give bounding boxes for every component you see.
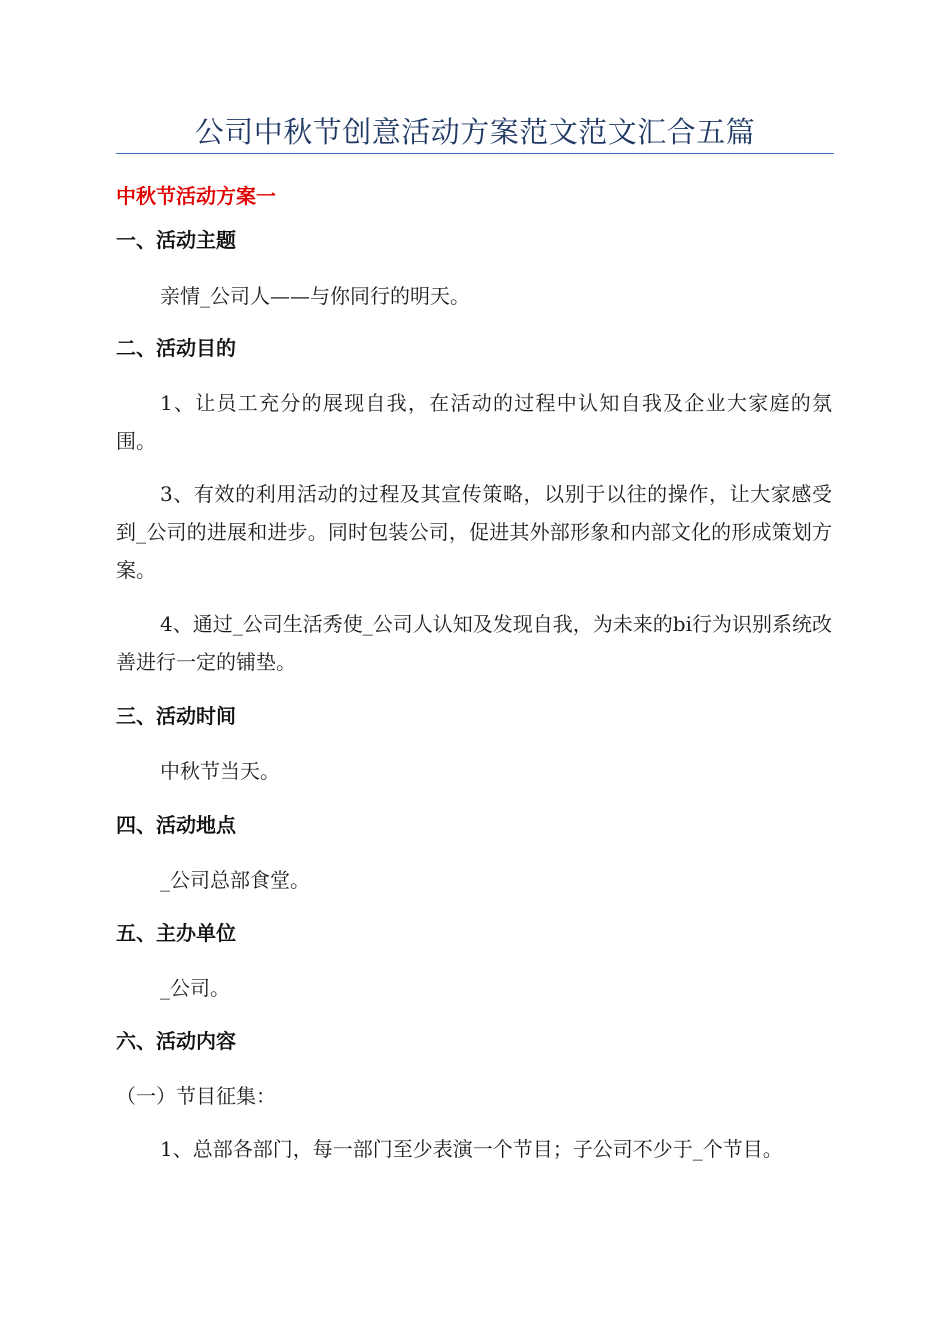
heading-activity-theme: 一、活动主题 — [116, 228, 236, 252]
subheading-program-collection: （一）节目征集： — [116, 1084, 276, 1108]
paragraph-organizer: _公司。 — [160, 976, 230, 1000]
heading-organizer: 五、主办单位 — [116, 921, 236, 945]
paragraph-theme: 亲情_公司人——与你同行的明天。 — [160, 284, 470, 308]
heading-activity-purpose: 二、活动目的 — [116, 336, 236, 360]
paragraph-purpose-4: 4、通过_公司生活秀使_公司人认知及发现自我，为未来的bi行为识别系统改善进行一定的铺垫。 — [116, 612, 832, 674]
heading-activity-location: 四、活动地点 — [116, 813, 236, 837]
section-title: 中秋节活动方案一 — [116, 184, 276, 208]
title-underline — [116, 153, 834, 154]
paragraph-content-1: 1、总部各部门，每一部门至少表演一个节目；子公司不少于_个节目。 — [160, 1137, 783, 1161]
paragraph-purpose-1: 1、让员工充分的展现自我，在活动的过程中认知自我及企业大家庭的氛围。 — [116, 391, 832, 453]
heading-activity-time: 三、活动时间 — [116, 704, 236, 728]
paragraph-time: 中秋节当天。 — [160, 759, 280, 783]
paragraph-location: _公司总部食堂。 — [160, 868, 310, 892]
paragraph-purpose-3: 3、有效的利用活动的过程及其宣传策略，以别于以往的操作，让大家感受到_公司的进展和进步。同时包装公司，促进其外部形象和内部文化的形成策划方案。 — [116, 482, 832, 582]
document-title: 公司中秋节创意活动方案范文范文汇合五篇 — [194, 115, 756, 149]
heading-activity-content: 六、活动内容 — [116, 1029, 236, 1053]
